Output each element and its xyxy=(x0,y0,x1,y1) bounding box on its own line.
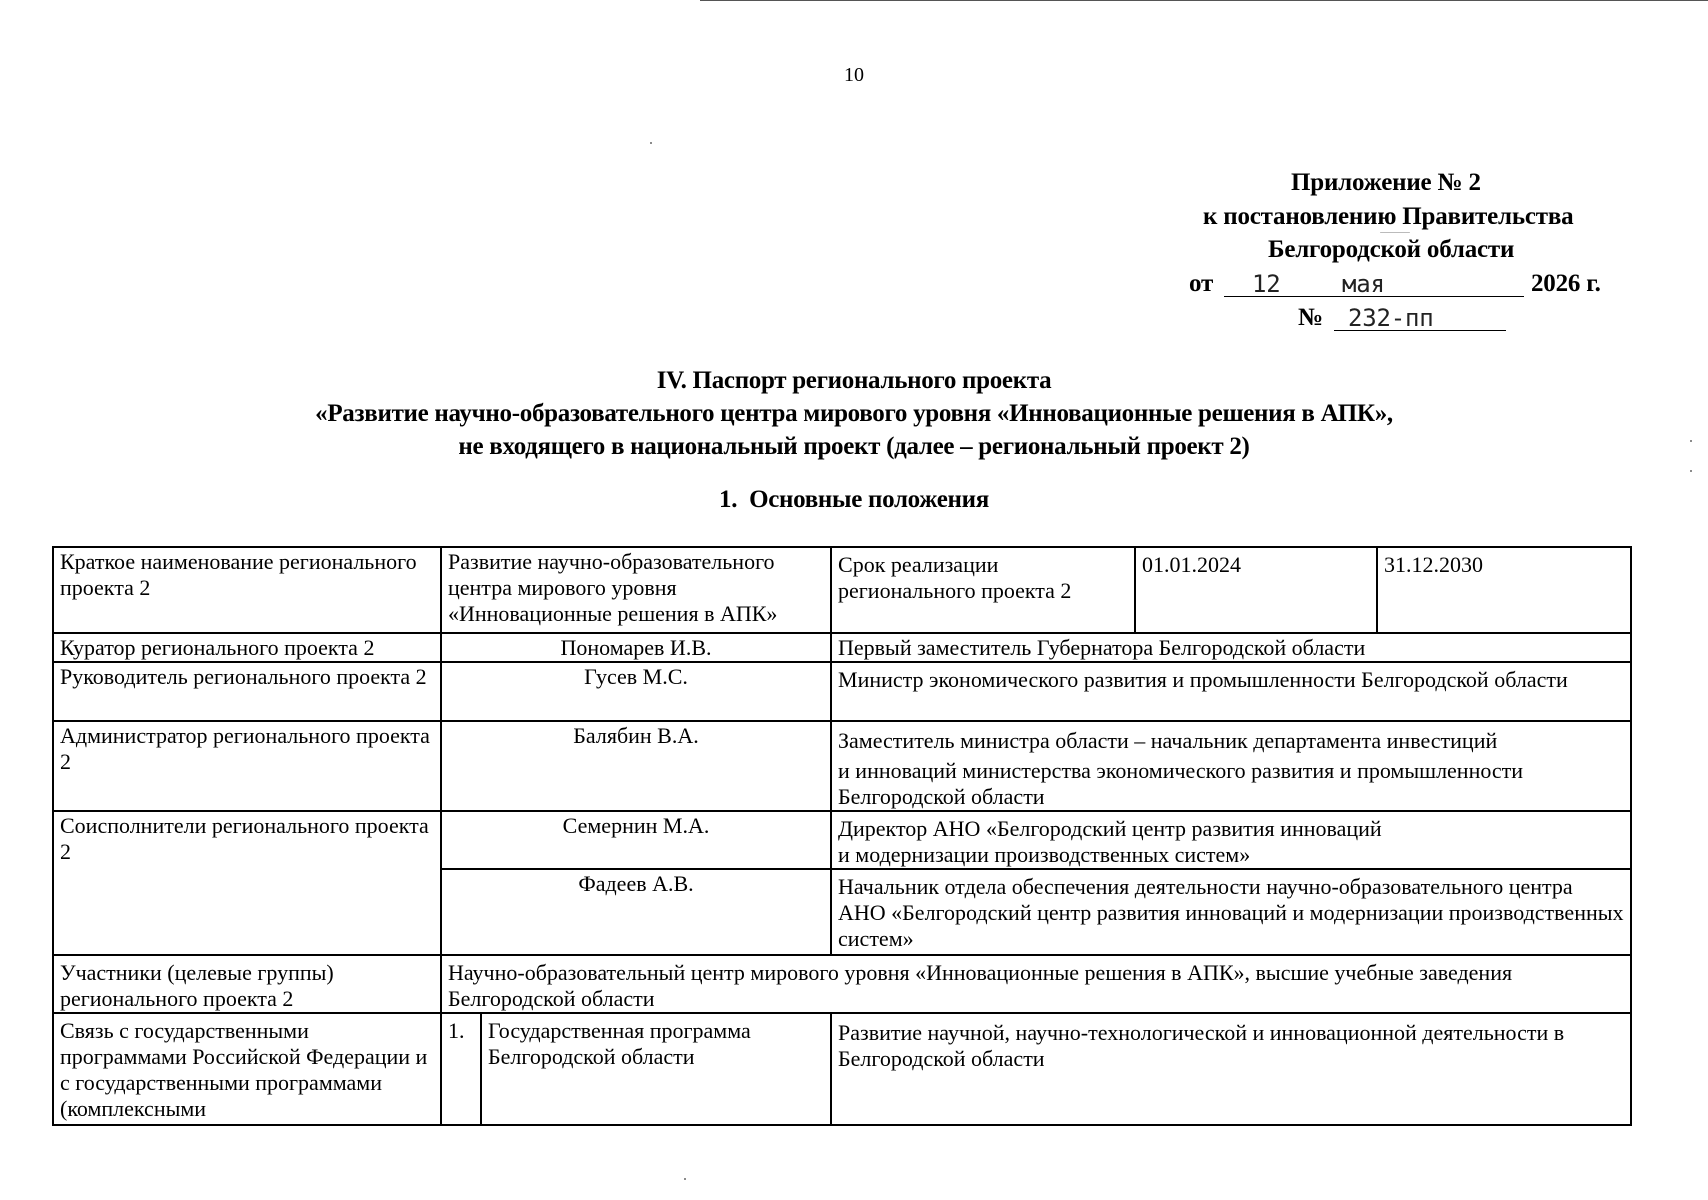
term-end-date: 31.12.2030 xyxy=(1377,547,1631,633)
term-start-date: 01.01.2024 xyxy=(1135,547,1377,633)
scan-speck xyxy=(1690,470,1692,472)
administrator-name: Балябин В.А. xyxy=(441,721,831,811)
links-number: 1. xyxy=(441,1013,481,1125)
head-label: Руководитель регионального проекта 2 xyxy=(53,662,441,721)
document-title xyxy=(0,364,1708,463)
term-label: Срок реализации регионального проекта 2 xyxy=(831,547,1135,633)
table-row-co-executor-1 xyxy=(53,811,1631,869)
appendix-date-day: 12 xyxy=(1252,270,1281,298)
administrator-position xyxy=(831,721,1631,811)
co-executor-1-name: Семернин М.А. xyxy=(441,811,831,869)
appendix-number-value: 232-пп xyxy=(1348,304,1434,332)
title-line-2: «Развитие научно-образовательного центра мирового уровня «Инновационные решения в АПК», xyxy=(315,400,1393,427)
co-executor-1-position xyxy=(831,811,1631,869)
section-title: Основные положения xyxy=(749,486,989,513)
head-position: Министр экономического развития и промышленности Белгородской области xyxy=(831,662,1631,721)
co-executor-2-name: Фадеев А.В. xyxy=(441,869,831,955)
appendix-block xyxy=(0,0,1708,340)
title-line-1: IV. Паспорт регионального проекта xyxy=(656,367,1052,394)
table-row-curator xyxy=(53,633,1631,662)
curator-label: Куратор регионального проекта 2 xyxy=(53,633,441,662)
appendix-title: Приложение № 2 xyxy=(1291,169,1481,196)
links-label: Связь с государственными программами Российской Федерации и с государственными программами (комплексными xyxy=(53,1013,441,1125)
head-name: Гусев М.С. xyxy=(441,662,831,721)
page-number: 10 xyxy=(844,64,864,86)
passport-table xyxy=(52,546,1632,1126)
table-row-links xyxy=(53,1013,1631,1125)
table-row-short-name xyxy=(53,547,1631,633)
curator-position: Первый заместитель Губернатора Белгородской области xyxy=(831,633,1631,662)
administrator-position-line-2: и инноваций министерства экономического развития и промышленности Белгородской области xyxy=(838,758,1524,809)
appendix-date-prefix: от xyxy=(1189,270,1214,297)
co-executor-1-position-line-2: и модернизации производственных систем» xyxy=(838,842,1251,867)
appendix-number-prefix: № xyxy=(1298,304,1323,331)
co-executor-2-position: Начальник отдела обеспечения деятельности научно-образовательного центра АНО «Белгородский центр развития инноваций и модернизации производственных систем» xyxy=(831,869,1631,955)
participants-label: Участники (целевые группы) регионального проекта 2 xyxy=(53,955,441,1013)
administrator-label: Администратор регионального проекта 2 xyxy=(53,721,441,811)
title-line-3: не входящего в национальный проект (далее – региональный проект 2) xyxy=(458,433,1250,460)
appendix-date-year: 2026 г. xyxy=(1531,270,1601,297)
links-program: Государственная программа Белгородской области xyxy=(481,1013,831,1125)
administrator-position-line-1: Заместитель министра области – начальник департамента инвестиций xyxy=(838,728,1498,753)
co-executors-label: Соисполнители регионального проекта 2 xyxy=(53,811,441,955)
table-row-participants xyxy=(53,955,1631,1013)
links-program-value: Развитие научной, научно-технологической и инновационной деятельности в Белгородской области xyxy=(831,1013,1631,1125)
appendix-region: Белгородской области xyxy=(1268,236,1515,263)
short-name-label: Краткое наименование регионального проекта 2 xyxy=(53,547,441,633)
section-heading xyxy=(0,486,1708,514)
table-row-head xyxy=(53,662,1631,721)
appendix-date-month: мая xyxy=(1342,270,1385,298)
section-number: 1. xyxy=(719,486,738,513)
participants-value: Научно-образовательный центр мирового уровня «Инновационные решения в АПК», высшие учебные заведения Белгородской области xyxy=(441,955,1631,1013)
table-row-administrator xyxy=(53,721,1631,811)
curator-name: Пономарев И.В. xyxy=(441,633,831,662)
appendix-resolution: к постановлению Правительства xyxy=(1203,203,1574,230)
short-name-value: Развитие научно-образовательного центра мирового уровня «Инновационные решения в АПК» xyxy=(441,547,831,633)
co-executor-1-position-line-1: Директор АНО «Белгородский центр развития инноваций xyxy=(838,816,1382,841)
scan-speck xyxy=(684,1178,686,1180)
